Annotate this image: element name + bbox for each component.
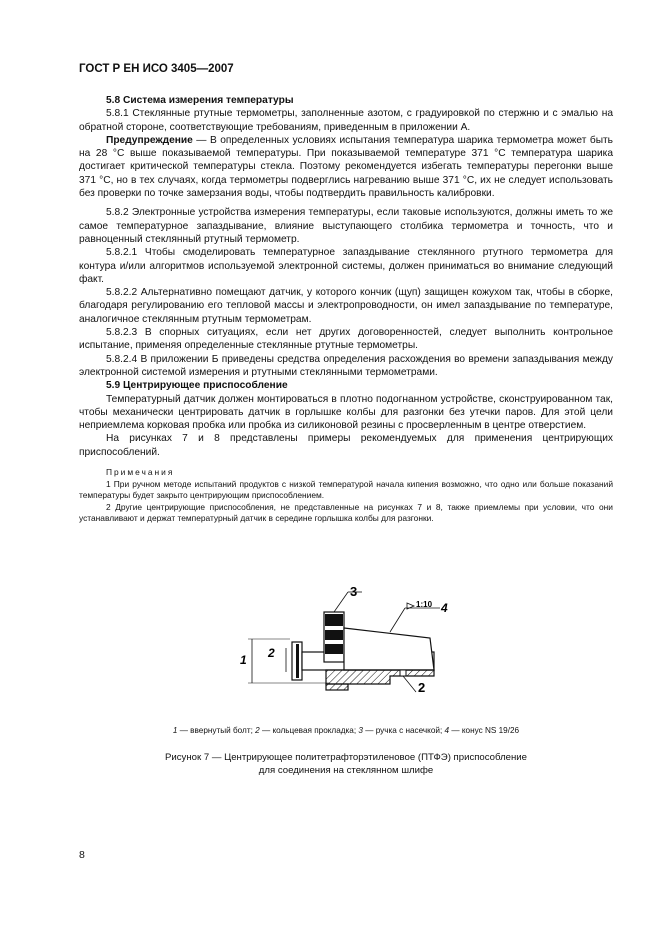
legend-text-1: — ввернутый болт; xyxy=(177,726,256,735)
label-2-left: 2 xyxy=(268,646,275,660)
dimension-2-left-marker xyxy=(267,646,286,672)
paragraph-5-8-2-4: 5.8.2.4 В приложении Б приведены средства определения расхождения во времени запаздывания между электронной системой измерения и ртутными стеклянными термометрами. xyxy=(79,353,613,378)
section-5-8-title: 5.8 Система измерения температуры xyxy=(106,95,294,106)
label-4: 4 xyxy=(441,601,448,615)
knurl-band-2 xyxy=(325,630,343,640)
warning-text: — В определенных условиях испытания температура шарика термометра может быть на 28 °С выше показываемой температуры. При показываемой температуре 371 °С температура шарика достигает критической температуры стекла. Поэтому рекомендуется избегать температуры перегонки выше 371 °С, но в тех случаях, когда термометры подверглись нагреванию выше 371 °С, их не следует использовать без проверки по точке замерзания воды, чтобы подтвердить правильность калибровки. xyxy=(79,134,613,200)
notes-title: Примечания xyxy=(106,467,175,478)
warning-label: Предупреждение xyxy=(106,134,193,146)
note-1: 1 При ручном методе испытаний продуктов с низкой температурой начала кипения возможно, что одно или больше показаний температуры будет закрыто центрирующим приспособлением. xyxy=(79,478,613,501)
paragraph-5-8-2-3: 5.8.2.3 В спорных ситуациях, если нет других договоренностей, следует выполнить контрольное испытание, применяя определенные стеклянные ртутные термометры. xyxy=(79,327,613,352)
cone-body xyxy=(344,628,434,670)
legend-num-1: 1 xyxy=(172,726,178,735)
legend-text-2: — кольцевая прокладка; xyxy=(259,726,359,735)
notes-block xyxy=(79,467,613,525)
figure-caption xyxy=(79,752,613,777)
bolt-slot xyxy=(296,644,299,678)
taper-ratio: 1:10 xyxy=(416,600,433,609)
paragraph-5-9-b: На рисунках 7 и 8 представлены примеры рекомендуемых для применения центрирующих приспособлений. xyxy=(79,433,613,458)
paragraph-5-8-2-1: 5.8.2.1 Чтобы смоделировать температурное запаздывание стеклянного ртутного термометра для контура и/или алгоритмов используемой электронной системы, должен приниматься во внимание следующий факт. xyxy=(79,247,613,285)
paragraph-5-9-a: Температурный датчик должен монтироваться в плотно подогнанном устройстве, сконструированном так, чтобы механически центрировать датчик в горлышке колбы для разгонки без утечки паров. Для этой цели неприемлема корковая пробка или пробка из силиконовой резины с просверленным в центре отверстием. xyxy=(79,393,613,432)
hatched-flange xyxy=(326,684,348,690)
warning-paragraph xyxy=(79,134,613,200)
main-text xyxy=(79,94,613,525)
figure-7-drawing xyxy=(230,584,450,694)
legend-num-2: 2 xyxy=(255,726,260,735)
note-2: 2 Другие центрирующие приспособления, не представленные на рисунках 7 и 8, также приемлемы при условии, что они устанавливают и держат температурный датчик в середине горлышка колбы для разгонки. xyxy=(79,501,613,524)
knurl-band-3 xyxy=(325,644,343,654)
paragraph-5-8-2-2: 5.8.2.2 Альтернативно помещают датчик, у которого кончик (щуп) защищен кожухом так, чтобы в сборке, благодаря регулированию его тепловой массы и электропроводности, он имел запаздывание по температуре, аналогичное стеклянным ртутным термометрам. xyxy=(79,287,613,325)
section-5-9-title: 5.9 Центрирующее приспособление xyxy=(106,380,288,392)
page-number: 8 xyxy=(79,849,85,861)
document-header: ГОСТ Р ЕН ИСО 3405—2007 xyxy=(79,63,234,75)
label-3: 3 xyxy=(350,584,358,599)
paragraph-5-8-2: 5.8.2 Электронные устройства измерения температуры, если таковые используются, должны иметь то же самое температурное запаздывание, влияние выступающего столбика термометра и точность, что и равноценный стеклянный ртутный термометр. xyxy=(79,207,613,245)
legend-num-3: 3 xyxy=(358,726,363,735)
caption-line-2: для соединения на стеклянном шлифе xyxy=(258,764,434,776)
paragraph-5-8-1: 5.8.1 Стеклянные ртутные термометры, заполненные азотом, с градуировкой по стержню и с эмалью на обратной стороне, соответствующие требованиям, приведенным в приложении А. xyxy=(79,108,613,133)
legend-num-4: 4 xyxy=(444,726,450,735)
knurl-band-1 xyxy=(325,614,343,626)
legend-text-3: — ручка с насечкой; xyxy=(362,726,445,735)
legend-text-4: — конус NS 19/26 xyxy=(449,726,520,735)
gasket xyxy=(400,670,406,676)
label-1: 1 xyxy=(240,653,247,667)
label-2-bottom: 2 xyxy=(418,680,426,694)
figure-legend xyxy=(79,726,613,735)
caption-line-1: Рисунок 7 — Центрирующее политетрафторэтиленовое (ПТФЭ) приспособление xyxy=(164,752,527,763)
